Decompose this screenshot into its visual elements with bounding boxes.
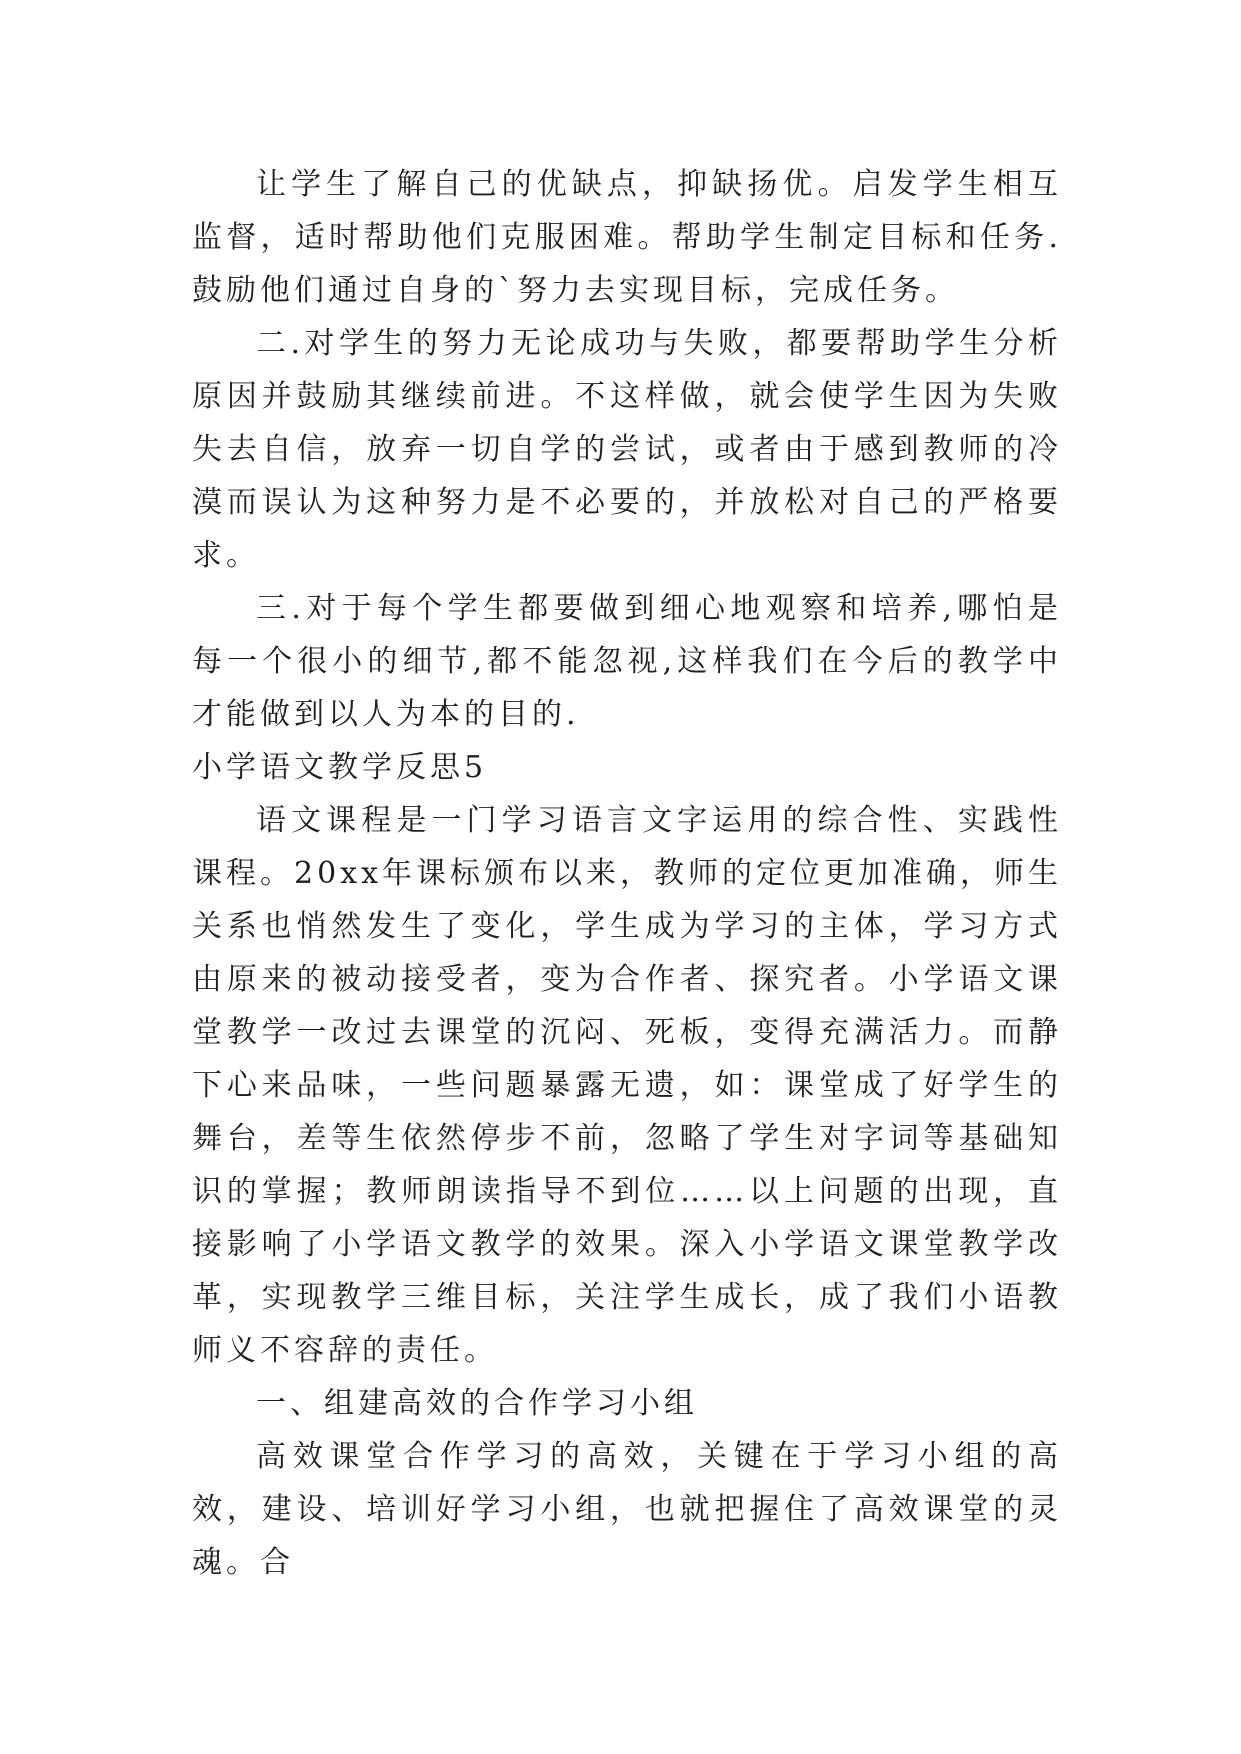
paragraph-4: 语文课程是一门学习语言文字运用的综合性、实践性课程。20xx年课标颁布以来，教师的定位更加准确，师生关系也悄然发生了变化，学生成为学习的主体，学习方式由原来的被动接受者，变为合作者、探究者。小学语文课堂教学一改过去课堂的沉闷、死板，变得充满活力。而静下心来品味，一些问题暴露无遗，如：课堂成了好学生的舞台，差等生依然停步不前，忽略了学生对字词等基础知识的掌握；教师朗读指导不到位……以上问题的出现，直接影响了小学语文教学的效果。深入小学语文课堂教学改革，实现教学三维目标，关注学生成长，成了我们小语教师义不容辞的责任。	[192, 803, 1063, 1368]
section-heading: 小学语文教学反思5	[192, 750, 488, 785]
paragraph-2: 二.对学生的努力无论成功与失败，都要帮助学生分析原因并鼓励其继续前进。不这样做，就会使学生因为失败失去自信，放弃一切自学的尝试，或者由于感到教师的冷漠而误认为这种努力是不必要的，并放松对自己的严格要求。	[192, 326, 1062, 573]
paragraph-1: 让学生了解自己的优缺点，抑缺扬优。启发学生相互监督，适时帮助他们克服困难。帮助学生制定目标和任务.鼓励他们通过自身的`努力去实现目标，完成任务。	[192, 167, 1062, 308]
paragraph-5: 高效课堂合作学习的高效，关键在于学习小组的高效，建设、培训好学习小组，也就把握住了高效课堂的灵魂。合	[192, 1439, 1062, 1580]
document-page	[192, 158, 1062, 1589]
subheading-1: 一、组建高效的合作学习小组	[256, 1386, 698, 1421]
paragraph-3: 三.对于每个学生都要做到细心地观察和培养,哪怕是每一个很小的细节,都不能忽视,这样我们在今后的教学中才能做到以人为本的目的.	[192, 591, 1062, 732]
